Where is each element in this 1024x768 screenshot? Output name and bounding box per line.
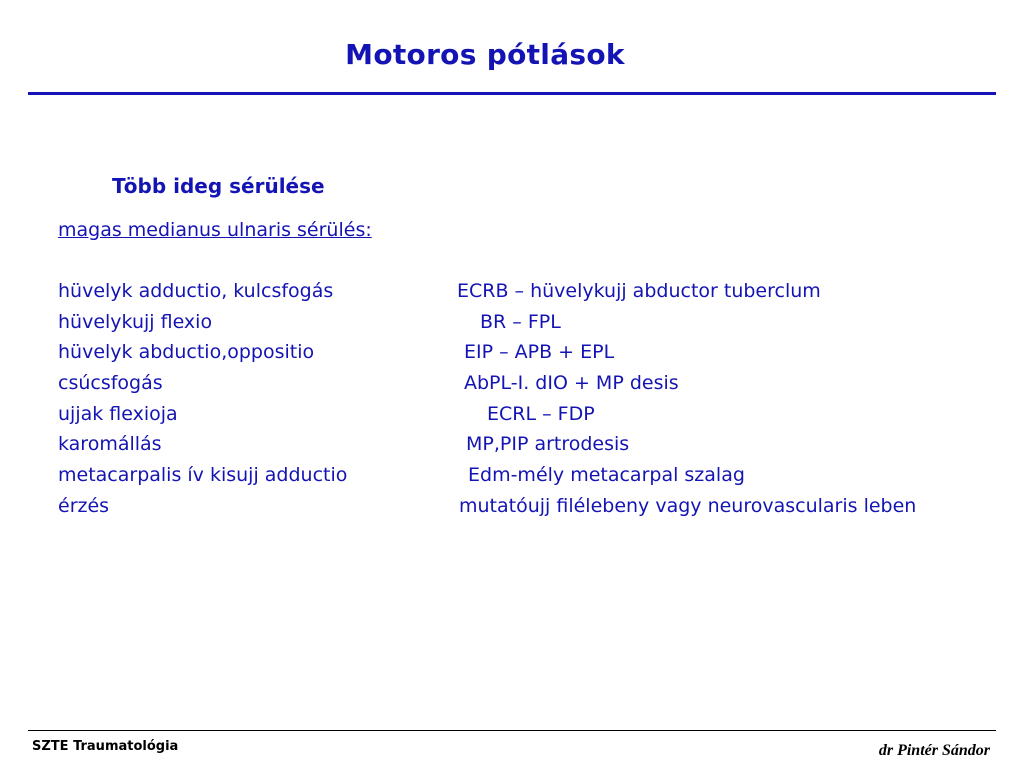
list-item <box>0 403 1024 434</box>
title-divider <box>28 92 996 95</box>
procedure-label: AbPL-I. dIO + MP desis <box>464 372 679 395</box>
function-label: hüvelykujj flexio <box>58 310 213 333</box>
list-item <box>0 372 1024 403</box>
procedure-label: BR – FPL <box>480 310 561 333</box>
function-label: karomállás <box>58 433 162 456</box>
list-item <box>0 495 1024 526</box>
slide-subtitle: Több ideg sérülése <box>112 174 325 198</box>
list-item <box>0 341 1024 372</box>
procedure-label: mutatóujj filélebeny vagy neurovascularis leben <box>459 494 917 517</box>
procedure-label: Edm-mély metacarpal szalag <box>468 464 745 487</box>
procedure-label: ECRB – hüvelykujj abductor tuberclum <box>457 280 821 302</box>
list-item <box>0 311 1024 342</box>
function-label: hüvelyk adductio, kulcsfogás <box>58 280 334 302</box>
footer-author: dr Pintér Sándor <box>878 742 990 759</box>
procedure-list <box>0 280 1024 526</box>
function-label: ujjak flexioja <box>58 402 178 425</box>
procedure-label: EIP – APB + EPL <box>464 341 615 364</box>
footer-institution: SZTE Traumatológia <box>32 739 179 754</box>
function-label: csúcsfogás <box>58 372 163 395</box>
section-label: magas medianus ulnaris sérülés: <box>58 219 372 241</box>
function-label: érzés <box>58 494 110 517</box>
list-item <box>0 280 1024 311</box>
footer-divider <box>28 730 996 731</box>
list-item <box>0 433 1024 464</box>
procedure-label: MP,PIP artrodesis <box>466 433 630 456</box>
function-label: metacarpalis ív kisujj adductio <box>58 464 348 487</box>
procedure-label: ECRL – FDP <box>487 402 595 425</box>
slide-title: Motoros pótlások <box>345 38 625 71</box>
function-label: hüvelyk abductio,oppositio <box>58 341 315 364</box>
list-item <box>0 464 1024 495</box>
